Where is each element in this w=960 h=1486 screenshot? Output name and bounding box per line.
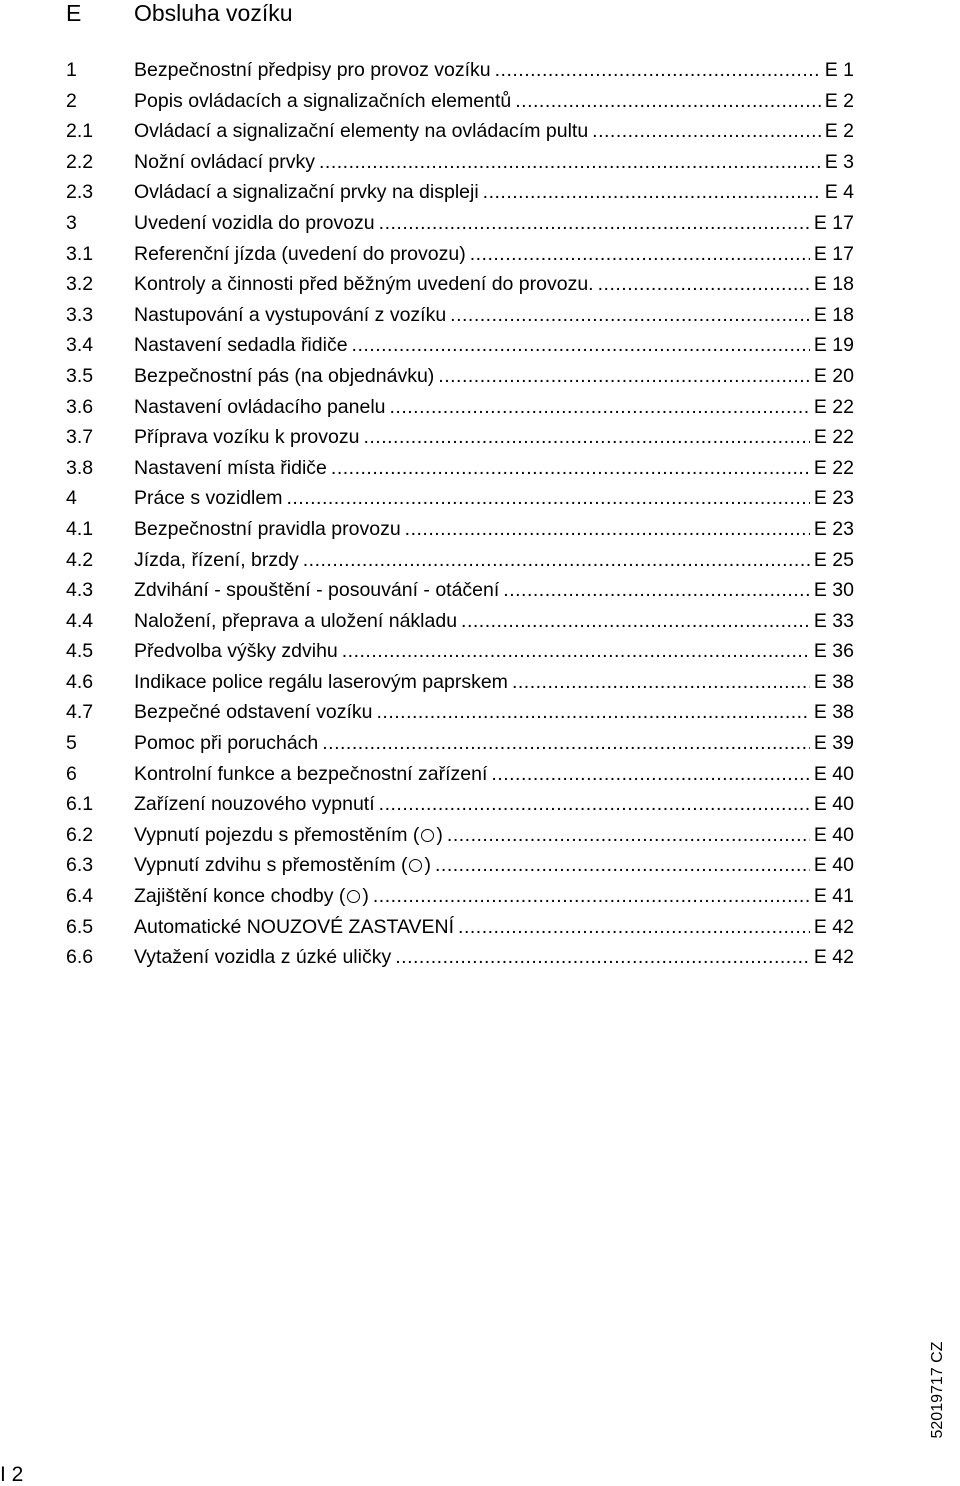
toc-entry-title-text: Popis ovládacích a signalizačních elementů (134, 89, 512, 112)
toc-entry-title-text: Ovládací a signalizační prvky na displeji (134, 181, 479, 204)
toc-dot-leader (461, 606, 810, 636)
toc-entry-number: 3 (66, 211, 77, 234)
toc-entry-body (134, 361, 854, 391)
toc-entry[interactable] (0, 453, 960, 484)
page-header (0, 0, 960, 26)
toc-entry-number: 2.2 (66, 150, 94, 173)
toc-entry-page: E 2 (824, 89, 854, 112)
toc-entry[interactable] (0, 545, 960, 576)
toc-dot-leader (322, 728, 810, 758)
toc-entry-body (134, 514, 854, 544)
toc-entry[interactable] (0, 667, 960, 698)
toc-entry-page: E 19 (813, 334, 854, 357)
toc-entry-title-text: Bezpečnostní pás (na objednávku) (134, 364, 435, 387)
toc-entry[interactable] (0, 850, 960, 881)
toc-entry-title-text: Naložení, přeprava a uložení nákladu (134, 609, 458, 632)
toc-entry-body (134, 208, 854, 238)
toc-entry-body (134, 453, 854, 483)
toc-entry[interactable] (0, 177, 960, 208)
toc-entry-number: 3.1 (66, 242, 94, 265)
toc-entry-body (134, 300, 854, 330)
toc-dot-leader (438, 361, 810, 391)
toc-dot-leader (395, 942, 810, 972)
document-number-text: 52019717 CZ (929, 1341, 946, 1439)
toc-dot-leader (503, 575, 810, 605)
toc-entry-body (134, 636, 854, 666)
toc-entry-page: E 42 (813, 915, 854, 938)
circle-symbol-icon (409, 859, 422, 872)
toc-dot-leader (377, 697, 810, 727)
toc-entry-body (134, 545, 854, 575)
toc-entry-number: 6.5 (66, 915, 94, 938)
toc-entry-title (134, 177, 483, 207)
toc-entry-page: E 4 (824, 181, 854, 204)
toc-dot-leader (435, 850, 810, 880)
toc-entry-title-text: Bezpečnostní předpisy pro provoz vozíku (134, 59, 491, 81)
toc-entry-title (134, 514, 405, 544)
toc-entry-body (134, 912, 854, 942)
toc-entry-number: 4.5 (66, 640, 94, 663)
toc-dot-leader (458, 912, 810, 942)
toc-entry-number: 5 (66, 732, 77, 755)
toc-dot-leader (352, 330, 810, 360)
toc-dot-leader (342, 636, 810, 666)
toc-entry-number: 4 (66, 487, 77, 510)
toc-entry[interactable] (0, 269, 960, 300)
toc-entry[interactable] (0, 361, 960, 392)
toc-entry-title (134, 86, 515, 116)
toc-entry-number: 6.3 (66, 854, 94, 877)
toc-entry-page: E 20 (813, 364, 854, 387)
toc-entry-title-text: Předvolba výšky zdvihu (134, 640, 338, 663)
toc-entry-page: E 42 (813, 946, 854, 969)
toc-entry-page: E 22 (813, 456, 854, 479)
toc-entry-title-text: Vytažení vozidla z úzké uličky (134, 946, 392, 969)
toc-entry-title-text: Bezpečnostní pravidla provozu (134, 517, 401, 540)
toc-dot-leader (379, 208, 810, 238)
toc-entry-title-text: Příprava vozíku k provozu (134, 426, 360, 449)
toc-dot-leader (363, 422, 809, 452)
toc-entry-number: 6.2 (66, 823, 94, 846)
toc-entry-body (134, 239, 854, 269)
toc-entry-title (134, 636, 342, 666)
table-of-contents (0, 55, 960, 973)
toc-entry-page: E 23 (813, 487, 854, 510)
toc-dot-leader (373, 881, 810, 911)
toc-entry[interactable] (0, 116, 960, 147)
toc-entry-number: 4.3 (66, 579, 94, 602)
toc-entry-title (134, 147, 319, 177)
toc-entry-body (134, 86, 854, 116)
toc-entry-number: 3.2 (66, 273, 94, 296)
toc-entry-title-text: Automatické NOUZOVÉ ZASTAVENÍ (134, 915, 455, 938)
toc-entry-title-text: Vypnutí pojezdu s přemostěním ( (134, 823, 420, 846)
toc-entry[interactable] (0, 881, 960, 912)
toc-entry-title-text: Ovládací a signalizační elementy na ovládacím pultu (134, 120, 589, 143)
toc-entry-title-text: Kontrolní funkce a bezpečnostní zařízení (134, 762, 488, 785)
toc-entry-title-text: Indikace police regálu laserovým paprskem (134, 670, 508, 693)
toc-entry-body (134, 728, 854, 758)
toc-entry-page: E 40 (813, 762, 854, 785)
toc-entry-page: E 23 (813, 517, 854, 540)
toc-entry-body (134, 606, 854, 636)
toc-entry-title-text: ) (362, 885, 369, 908)
toc-entry-title (134, 361, 438, 391)
toc-entry-page: E 33 (813, 609, 854, 632)
toc-entry[interactable] (0, 208, 960, 239)
toc-entry-number: 4.6 (66, 670, 94, 693)
toc-entry-title (134, 759, 491, 789)
toc-entry-body (134, 759, 854, 789)
toc-entry-page: E 22 (813, 395, 854, 418)
toc-entry-title (134, 881, 373, 911)
toc-dot-leader (598, 269, 810, 299)
toc-entry-body (134, 942, 854, 972)
toc-entry-title (134, 697, 377, 727)
toc-dot-leader (405, 514, 810, 544)
toc-dot-leader (450, 300, 810, 330)
toc-entry-title-text: Bezpečné odstavení vozíku (134, 701, 373, 724)
toc-entry-title (134, 483, 286, 513)
toc-entry[interactable] (0, 483, 960, 514)
toc-entry-page: E 40 (813, 854, 854, 877)
toc-entry-title-text: ) (424, 854, 431, 877)
toc-entry-page: E 2 (824, 120, 854, 143)
toc-entry[interactable] (0, 697, 960, 728)
toc-entry[interactable] (0, 422, 960, 453)
toc-entry-body (134, 697, 854, 727)
toc-entry-title-text: Pomoc při poruchách (134, 732, 319, 755)
toc-entry-title-text: Kontroly a činnosti před běžným uvedení do provozu. (134, 273, 594, 296)
toc-entry[interactable] (0, 759, 960, 790)
toc-entry-title (134, 912, 458, 942)
toc-entry-body (134, 881, 854, 911)
toc-entry-number: 6.4 (66, 885, 94, 908)
toc-entry-title-text: Vypnutí zdvihu s přemostěním ( (134, 854, 408, 877)
toc-entry-number: 3.4 (66, 334, 94, 357)
toc-dot-leader (512, 667, 810, 697)
toc-entry-body (134, 330, 854, 360)
toc-dot-leader (495, 55, 821, 85)
toc-entry-title-text: Nastavení ovládacího panelu (134, 395, 386, 418)
toc-entry-page: E 38 (813, 670, 854, 693)
toc-entry-title (134, 55, 495, 85)
toc-entry-page: E 25 (813, 548, 854, 571)
toc-entry-title-text: Uvedení vozidla do provozu (134, 211, 375, 234)
toc-entry-title (134, 330, 352, 360)
toc-entry-number: 1 (66, 59, 77, 81)
circle-symbol-icon (421, 829, 434, 842)
toc-entry-page: E 17 (813, 211, 854, 234)
toc-entry-title-text: Nastavení místa řidiče (134, 456, 327, 479)
toc-entry-number: 2 (66, 89, 77, 112)
toc-entry-title (134, 575, 503, 605)
toc-entry-body (134, 667, 854, 697)
toc-entry-title-text: Referenční jízda (uvedení do provozu) (134, 242, 466, 265)
toc-entry-title-text: Zařízení nouzového vypnutí (134, 793, 375, 816)
toc-entry[interactable] (0, 575, 960, 606)
toc-entry-title (134, 728, 322, 758)
chapter-title: Obsluha vozíku (134, 0, 293, 26)
toc-entry-page: E 36 (813, 640, 854, 663)
toc-entry[interactable] (0, 239, 960, 270)
toc-entry-title-text: Jízda, řízení, brzdy (134, 548, 299, 571)
toc-entry[interactable] (0, 912, 960, 943)
toc-entry-number: 2.1 (66, 120, 94, 143)
toc-entry-title (134, 820, 447, 850)
toc-entry-page: E 18 (813, 273, 854, 296)
toc-entry-title-text: Práce s vozidlem (134, 487, 283, 510)
toc-entry-title (134, 545, 303, 575)
toc-entry[interactable] (0, 636, 960, 667)
toc-entry-title (134, 942, 395, 972)
toc-entry-body (134, 483, 854, 513)
toc-entry-title-text: Zdvihání - spouštění - posouvání - otáčení (134, 579, 500, 602)
toc-dot-leader (390, 392, 810, 422)
toc-entry-number: 4.2 (66, 548, 94, 571)
toc-dot-leader (483, 177, 821, 207)
toc-dot-leader (515, 86, 820, 116)
toc-dot-leader (319, 147, 821, 177)
toc-entry-title-text: Zajištění konce chodby ( (134, 885, 346, 908)
toc-entry-title (134, 667, 512, 697)
toc-entry[interactable] (0, 514, 960, 545)
toc-entry-page: E 3 (824, 150, 854, 173)
toc-entry-title-text: Nastupování a vystupování z vozíku (134, 303, 447, 326)
toc-entry-title-text: Nožní ovládací prvky (134, 150, 315, 173)
page-number: I 2 (0, 1463, 24, 1486)
toc-entry-body (134, 789, 854, 819)
toc-entry-number: 3.7 (66, 426, 94, 449)
toc-entry-page: E 39 (813, 732, 854, 755)
toc-entry-number: 6 (66, 762, 77, 785)
toc-dot-leader (379, 789, 810, 819)
toc-entry-number: 2.3 (66, 181, 94, 204)
toc-entry-title (134, 300, 450, 330)
toc-entry-title (134, 269, 598, 299)
toc-entry[interactable] (0, 392, 960, 423)
toc-entry-number: 6.6 (66, 946, 94, 969)
document-number (918, 1335, 958, 1445)
toc-dot-leader (592, 116, 821, 146)
toc-entry-title-text: ) (436, 823, 443, 846)
toc-entry-number: 3.6 (66, 395, 94, 418)
toc-entry[interactable] (0, 86, 960, 117)
toc-entry-title (134, 392, 390, 422)
toc-entry-body (134, 820, 854, 850)
toc-entry[interactable] (0, 147, 960, 178)
toc-entry-page: E 17 (813, 242, 854, 265)
toc-entry-page: E 1 (824, 59, 854, 81)
toc-entry-page: E 41 (813, 885, 854, 908)
toc-entry-title (134, 453, 331, 483)
toc-entry-body (134, 422, 854, 452)
toc-dot-leader (491, 759, 809, 789)
toc-entry-number: 4.4 (66, 609, 94, 632)
toc-entry-number: 6.1 (66, 793, 94, 816)
toc-entry-number: 4.7 (66, 701, 94, 724)
toc-entry-page: E 38 (813, 701, 854, 724)
toc-entry-title (134, 239, 470, 269)
toc-entry[interactable] (0, 728, 960, 759)
toc-dot-leader (286, 483, 809, 513)
toc-entry-body (134, 147, 854, 177)
toc-entry-page: E 40 (813, 793, 854, 816)
toc-entry-body (134, 269, 854, 299)
toc-entry-number: 3.3 (66, 303, 94, 326)
toc-entry[interactable] (0, 55, 960, 86)
toc-entry-body (134, 850, 854, 880)
toc-entry-page: E 22 (813, 426, 854, 449)
toc-entry-number: 3.5 (66, 364, 94, 387)
toc-entry-title (134, 606, 461, 636)
toc-entry-page: E 40 (813, 823, 854, 846)
toc-entry-page: E 30 (813, 579, 854, 602)
chapter-letter: E (66, 0, 82, 26)
toc-entry[interactable] (0, 789, 960, 820)
toc-dot-leader (331, 453, 810, 483)
toc-entry-number: 4.1 (66, 517, 94, 540)
toc-entry-title (134, 422, 363, 452)
toc-dot-leader (303, 545, 810, 575)
toc-entry-page: E 18 (813, 303, 854, 326)
toc-entry-title-text: Nastavení sedadla řidiče (134, 334, 348, 357)
toc-entry-body (134, 116, 854, 146)
toc-entry-title (134, 789, 379, 819)
toc-dot-leader (447, 820, 810, 850)
toc-entry-title (134, 208, 379, 238)
toc-entry[interactable] (0, 606, 960, 637)
toc-entry[interactable] (0, 942, 960, 973)
toc-entry-body (134, 55, 854, 85)
toc-entry-body (134, 575, 854, 605)
toc-entry-title (134, 850, 435, 880)
toc-entry[interactable] (0, 820, 960, 851)
toc-entry[interactable] (0, 330, 960, 361)
toc-entry-body (134, 177, 854, 207)
toc-entry-title (134, 116, 592, 146)
toc-dot-leader (470, 239, 810, 269)
toc-entry-number: 3.8 (66, 456, 94, 479)
toc-entry-body (134, 392, 854, 422)
toc-entry[interactable] (0, 300, 960, 331)
circle-symbol-icon (347, 890, 360, 903)
